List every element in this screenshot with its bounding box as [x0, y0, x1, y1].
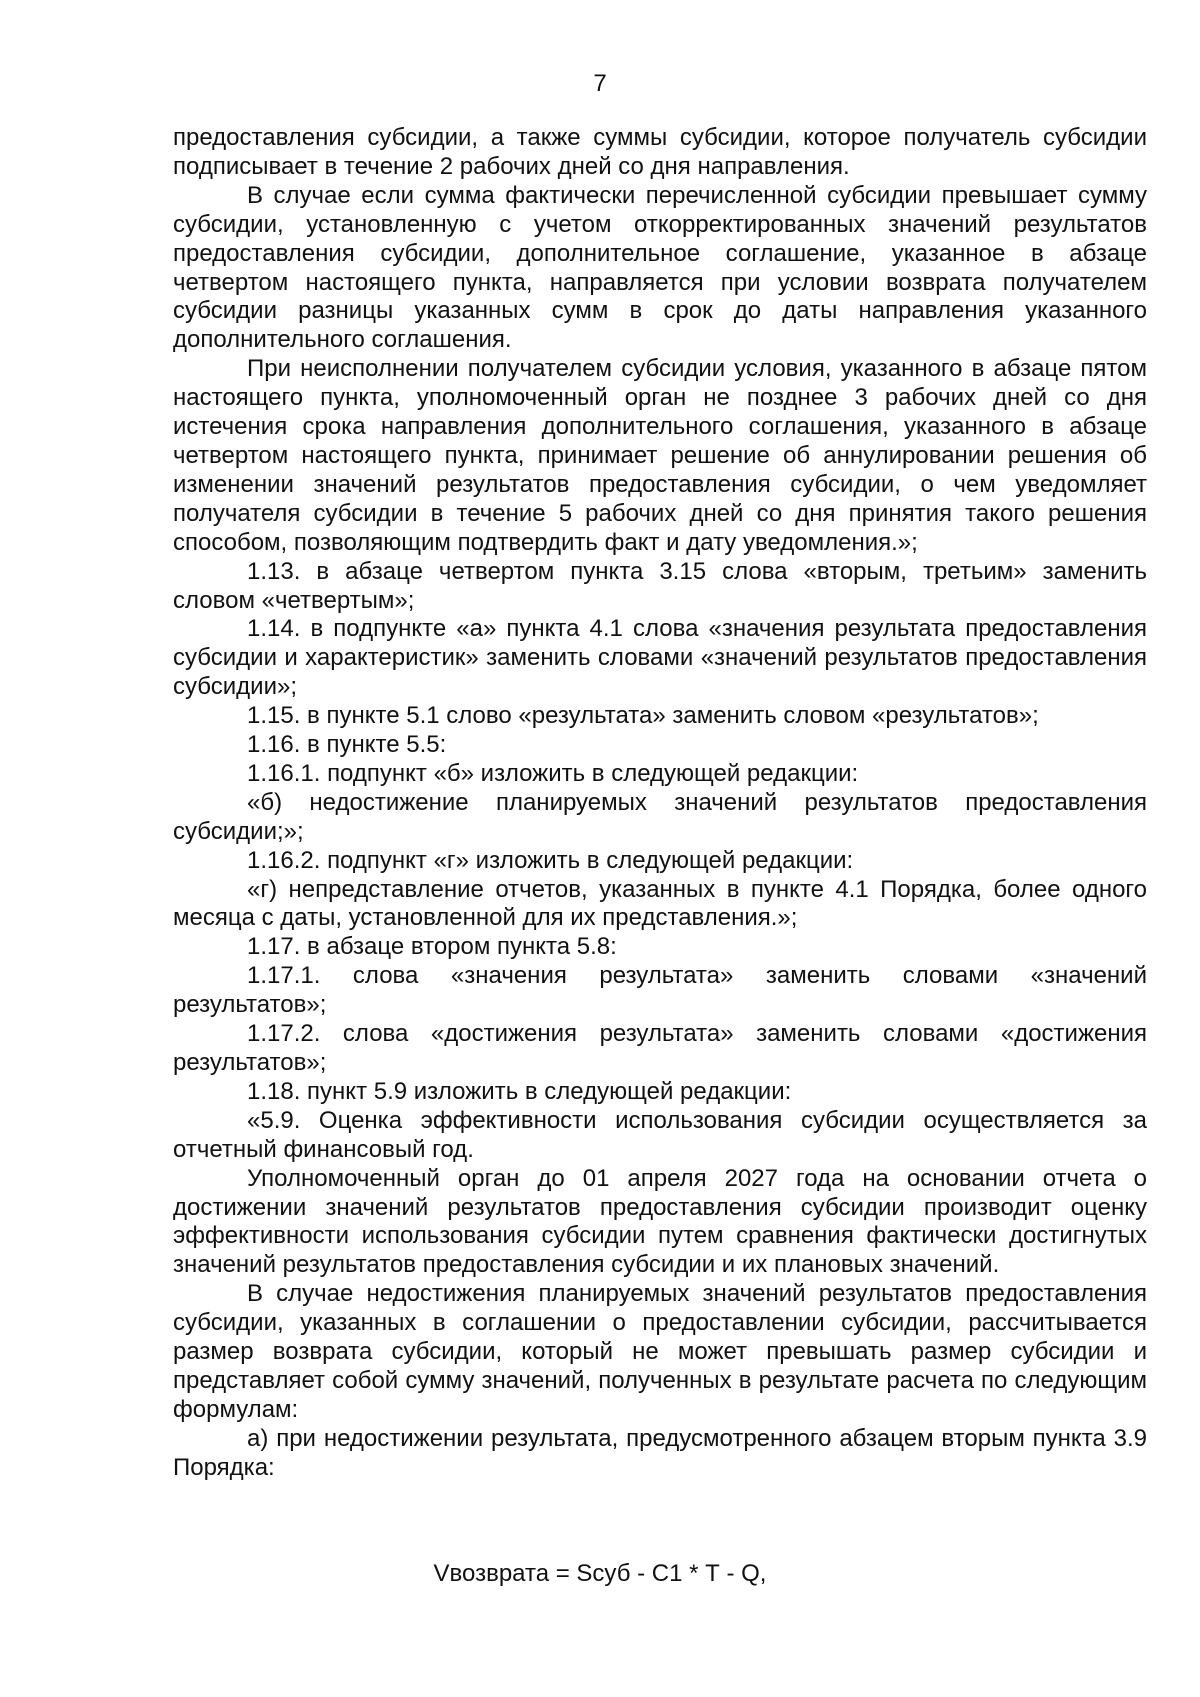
paragraph: 1.16. в пункте 5.5:	[247, 731, 447, 759]
paragraph: При неисполнении получателем субсидии условия, указанного в абзаце пятом настоящего пункта, уполномоченный орган не позднее 3 рабочих дней со дня истечения срока направления дополнительного соглашения, указанного в абзаце четвертом настоящего пункта, принимает решение об аннулировании решения об изменении значений результатов предоставления субсидии, о чем уведомляет получателя субсидии в течение 5 рабочих дней со дня принятия такого решения способом, позволяющим подтвердить факт и дату уведомления.»;	[173, 355, 1147, 556]
paragraph: а) при недостижении результата, предусмотренного абзацем вторым пункта 3.9 Порядка:	[173, 1424, 1147, 1481]
paragraph: «5.9. Оценка эффективности использования субсидии осуществляется за отчетный финансовый год.	[173, 1106, 1147, 1163]
paragraph: 1.14. в подпункте «а» пункта 4.1 слова «значения результата предоставления субсидии и характеристик» заменить словами «значений результатов предоставления субсидии»;	[173, 615, 1147, 701]
paragraph: 1.16.1. подпункт «б» изложить в следующей редакции:	[247, 759, 859, 787]
document-body	[173, 124, 1147, 1483]
paragraph: предоставления субсидии, а также суммы субсидии, которое получатель субсидии подписывает в течение 2 рабочих дней со дня направления.	[173, 124, 1147, 180]
paragraph: «б) недостижение планируемых значений результатов предоставления субсидии;»;	[173, 788, 1147, 845]
paragraph: 1.18. пункт 5.9 изложить в следующей редакции:	[247, 1077, 792, 1105]
paragraph: 1.13. в абзаце четвертом пункта 3.15 слова «вторым, третьим» заменить словом «четвертым»;	[173, 557, 1147, 614]
page-number: 7	[593, 70, 607, 97]
paragraph: «г) непредставление отчетов, указанных в пункте 4.1 Порядка, более одного месяца с даты, установленной для их представления.»;	[173, 875, 1147, 932]
formula: Vвозврата = Sсуб - С1 * Т - Q,	[433, 1560, 767, 1587]
paragraph: Уполномоченный орган до 01 апреля 2027 года на основании отчета о достижении значений результатов предоставления субсидии производит оценку эффективности использования субсидии путем сравнения фактически достигнутых значений результатов предоставления субсидии и их плановых значений.	[173, 1164, 1147, 1279]
paragraph: 1.17. в абзаце втором пункта 5.8:	[247, 933, 617, 961]
paragraph: 1.15. в пункте 5.1 слово «результата» заменить словом «результатов»;	[247, 702, 1039, 730]
paragraph: 1.17.1. слова «значения результата» заменить словами «значений результатов»;	[173, 962, 1147, 1019]
paragraph: 1.17.2. слова «достижения результата» заменить словами «достижения результатов»;	[173, 1020, 1147, 1076]
paragraph: В случае недостижения планируемых значений результатов предоставления субсидии, указанных в соглашении о предоставлении субсидии, рассчитывается размер возврата субсидии, который не может превышать размер субсидии и представляет собой сумму значений, полученных в результате расчета по следующим формулам:	[173, 1280, 1147, 1423]
paragraph: 1.16.2. подпункт «г» изложить в следующей редакции:	[247, 846, 854, 874]
paragraph: В случае если сумма фактически перечисленной субсидии превышает сумму субсидии, установленную с учетом откорректированных значений результатов предоставления субсидии, дополнительное соглашение, указанное в абзаце четвертом настоящего пункта, направляется при условии возврата получателем субсидии разницы указанных сумм в срок до даты направления указанного дополнительного соглашения.	[173, 181, 1147, 354]
